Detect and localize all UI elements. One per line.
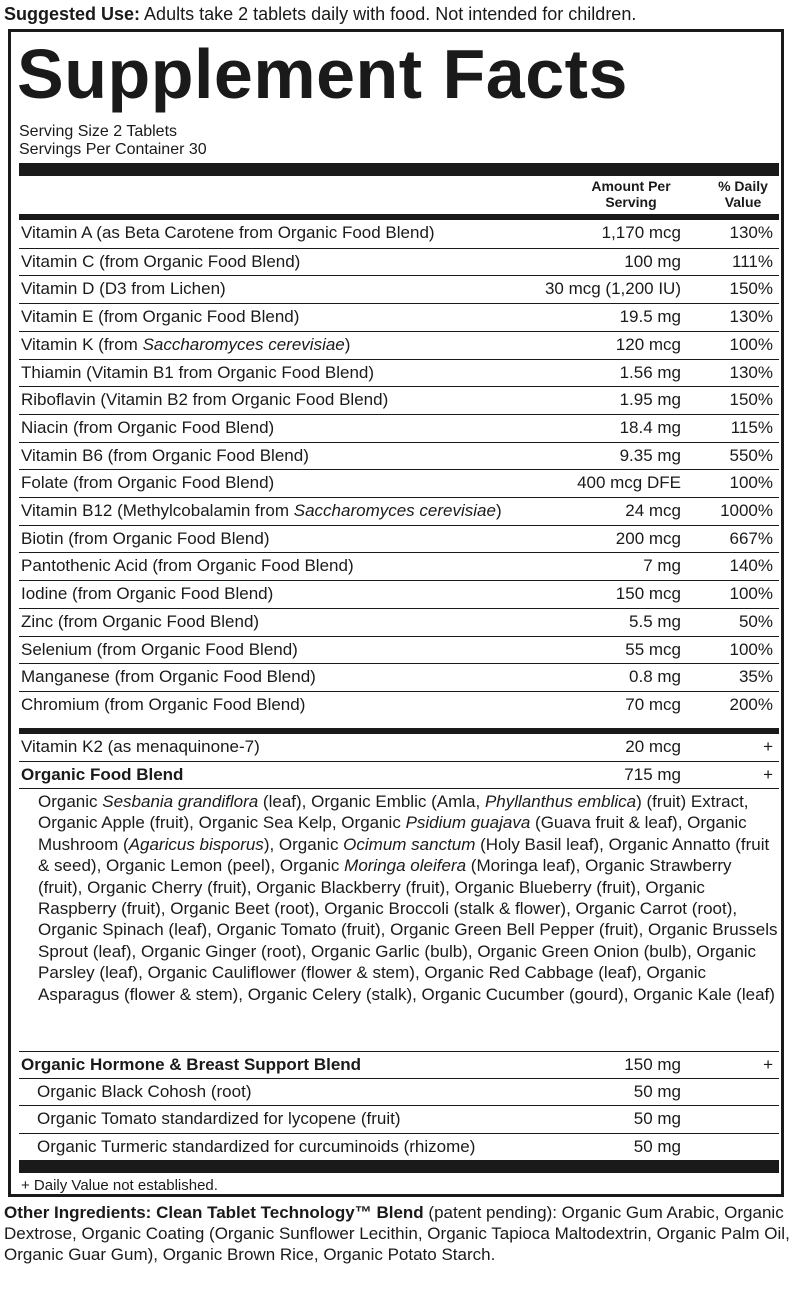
nutrient-amount: 120 mcg bbox=[615, 334, 681, 354]
nutrient-row bbox=[19, 359, 779, 387]
serving-size: Serving Size 2 Tablets bbox=[19, 123, 178, 140]
blend-amount: 150 mg bbox=[624, 1055, 681, 1074]
nutrient-row bbox=[19, 636, 779, 664]
nutrient-row bbox=[19, 414, 779, 442]
nutrient-amount: 100 mg bbox=[624, 251, 681, 271]
servings-per-container: Servings Per Container 30 bbox=[19, 141, 207, 158]
nutrient-row bbox=[19, 469, 779, 497]
ingredient-amount: 50 mg bbox=[633, 1136, 681, 1156]
nutrient-daily-value: 100% bbox=[729, 473, 773, 493]
suggested-use bbox=[4, 3, 796, 25]
nutrient-row bbox=[19, 580, 779, 608]
nutrient-name: Vitamin D (D3 from Lichen) bbox=[21, 279, 226, 299]
nutrient-row bbox=[19, 275, 779, 303]
nutrient-row bbox=[19, 691, 779, 719]
thick-divider-top bbox=[19, 163, 779, 176]
hormone-blend-row bbox=[19, 1051, 779, 1078]
nutrient-amount: 18.4 mg bbox=[619, 417, 681, 437]
nutrient-row bbox=[19, 442, 779, 470]
header-daily-value bbox=[707, 178, 779, 210]
nutrient-name: Thiamin (Vitamin B1 from Organic Food Blend) bbox=[21, 362, 375, 382]
header-dv-line1: % Daily bbox=[718, 178, 768, 194]
ingredient-name: Organic Black Cohosh (root) bbox=[37, 1082, 252, 1101]
other-ingredients-label: Other Ingredients: Clean Tablet Technology™ Blend bbox=[4, 1203, 424, 1222]
nutrient-daily-value: 111% bbox=[732, 251, 773, 271]
nutrient-amount: 200 mcg bbox=[615, 528, 681, 548]
nutrient-daily-value: 150% bbox=[729, 279, 773, 299]
header-amount-per-serving bbox=[579, 178, 683, 210]
blend-amount: 715 mg bbox=[624, 765, 681, 784]
nutrient-daily-value: 130% bbox=[729, 362, 773, 382]
nutrient-name: Vitamin B12 (Methylcobalamin from Saccharomyces cerevisiae) bbox=[21, 501, 502, 520]
nutrient-name: Niacin (from Organic Food Blend) bbox=[21, 417, 275, 437]
ingredient-amount: 50 mg bbox=[633, 1082, 681, 1101]
nutrient-row bbox=[19, 608, 779, 636]
nutrient-daily-value: 550% bbox=[729, 445, 773, 465]
nutrient-daily-value: 130% bbox=[729, 307, 773, 327]
nutrient-row bbox=[19, 552, 779, 580]
food-blend-row bbox=[19, 761, 779, 788]
nutrient-amount: 5.5 mg bbox=[629, 611, 681, 631]
nutrient-name: Riboflavin (Vitamin B2 from Organic Food Blend) bbox=[21, 390, 389, 410]
food-blend-ingredients: Organic Sesbania grandiflora (leaf), Organic Emblic (Amla, Phyllanthus emblica) (fruit) Extract, Organic Apple (fruit), Organic Sea Kelp, Organic Psidium guajava (Guava fruit & leaf), Organic Mushroom (Agaricus bisporus), Organic Ocimum sanctum (Holy Basil leaf), Organic Annatto (fruit & seed), Organic Lemon (peel), Organic Moringa oleifera (Moringa leaf), Organic Strawberry (fruit), Organic Cherry (fruit), Organic Blackberry (fruit), Organic Blueberry (fruit), Organic Raspberry (fruit), Organic Beet (root), Organic Broccoli (stalk & flower), Organic Carrot (root), Organic Spinach (leaf), Organic Tomato (fruit), Organic Green Bell Pepper (fruit), Organic Brussels Sprout (leaf), Organic Ginger (root), Organic Garlic (bulb), Organic Green Onion (bulb), Organic Parsley (leaf), Organic Cauliflower (flower & stem), Organic Red Cabbage (leaf), Organic Asparagus (flower & stem), Organic Celery (stalk), Organic Cucumber (gourd), Organic Kale (leaf) bbox=[38, 792, 778, 1004]
nutrient-name: Zinc (from Organic Food Blend) bbox=[21, 611, 260, 631]
header-amount-line1: Amount Per bbox=[591, 178, 671, 194]
nutrient-daily-value: 100% bbox=[729, 584, 773, 604]
nutrient-daily-value: 130% bbox=[729, 223, 773, 242]
nutrient-amount: 30 mcg (1,200 IU) bbox=[544, 279, 681, 299]
nutrient-name: Iodine (from Organic Food Blend) bbox=[21, 584, 274, 604]
nutrient-name: Vitamin A (as Beta Carotene from Organic Food Blend) bbox=[21, 223, 435, 242]
nutrient-row bbox=[19, 386, 779, 414]
ingredient-name: Organic Turmeric standardized for curcuminoids (rhizome) bbox=[37, 1136, 476, 1156]
nutrient-row bbox=[19, 663, 779, 691]
nutrient-amount: 70 mcg bbox=[625, 694, 681, 714]
header-amount-line2: Serving bbox=[605, 194, 657, 210]
nutrient-name: Manganese (from Organic Food Blend) bbox=[21, 667, 316, 687]
other-ingredients-text: (patent pending): Organic Gum Arabic, Organic Dextrose, Organic Coating (Organic Sunflower Lecithin, Organic Tapioca Maltodextrin, Organic Palm Oil, Organic Guar Gum), Organic Brown Rice, Organic Potato Starch. bbox=[4, 1203, 790, 1264]
nutrient-daily-value: 35% bbox=[738, 667, 773, 687]
nutrient-daily-value: 140% bbox=[729, 556, 773, 576]
nutrient-name: Vitamin E (from Organic Food Blend) bbox=[21, 307, 300, 327]
nutrient-name: Folate (from Organic Food Blend) bbox=[21, 473, 275, 493]
blend-name: Organic Food Blend bbox=[21, 765, 184, 784]
nutrient-row bbox=[19, 220, 779, 248]
thick-divider-bottom bbox=[19, 1160, 779, 1173]
nutrient-amount: 1,170 mcg bbox=[601, 223, 681, 242]
nutrient-amount: 19.5 mg bbox=[619, 307, 681, 327]
ingredient-amount: 50 mg bbox=[633, 1109, 681, 1129]
nutrient-daily-value: 200% bbox=[729, 694, 773, 714]
nutrient-row bbox=[19, 303, 779, 331]
ingredient-name: Organic Tomato standardized for lycopene (fruit) bbox=[37, 1109, 401, 1129]
nutrient-name: Vitamin K (from Saccharomyces cerevisiae) bbox=[21, 334, 351, 354]
nutrient-amount: 7 mg bbox=[643, 556, 681, 576]
nutrient-daily-value: 667% bbox=[729, 528, 773, 548]
nutrient-amount: 20 mcg bbox=[625, 737, 681, 756]
nutrient-name: Biotin (from Organic Food Blend) bbox=[21, 528, 270, 548]
nutrient-row bbox=[19, 497, 779, 525]
header-dv-line2: Value bbox=[724, 194, 762, 210]
hormone-blend-item bbox=[19, 1078, 779, 1105]
hormone-blend-item bbox=[19, 1133, 779, 1160]
nutrient-name: Chromium (from Organic Food Blend) bbox=[21, 694, 306, 714]
nutrient-name: Pantothenic Acid (from Organic Food Blend) bbox=[21, 556, 354, 576]
suggested-use-label: Suggested Use: bbox=[4, 4, 141, 24]
food-blend-divider bbox=[19, 788, 779, 789]
nutrient-amount: 9.35 mg bbox=[619, 445, 681, 465]
nutrient-name: Vitamin B6 (from Organic Food Blend) bbox=[21, 445, 309, 465]
nutrient-amount: 400 mcg DFE bbox=[577, 473, 681, 493]
nutrient-amount: 24 mcg bbox=[625, 501, 681, 520]
vitamin-k2-row bbox=[19, 734, 779, 761]
daily-value-footnote: + Daily Value not established. bbox=[21, 1177, 218, 1194]
blend-daily-value: + bbox=[763, 765, 773, 784]
nutrient-daily-value: 150% bbox=[729, 390, 773, 410]
nutrient-daily-value: 115% bbox=[730, 417, 773, 437]
nutrient-daily-value: 1000% bbox=[720, 501, 773, 520]
nutrient-name: Vitamin K2 (as menaquinone-7) bbox=[21, 737, 260, 756]
nutrient-amount: 1.95 mg bbox=[619, 390, 681, 410]
nutrient-row bbox=[19, 248, 779, 276]
blend-name: Organic Hormone & Breast Support Blend bbox=[21, 1055, 362, 1074]
blend-daily-value: + bbox=[763, 1055, 773, 1074]
panel-title: Supplement Facts bbox=[17, 35, 628, 113]
hormone-blend-item bbox=[19, 1105, 779, 1132]
nutrient-name: Vitamin C (from Organic Food Blend) bbox=[21, 251, 301, 271]
nutrient-daily-value: 50% bbox=[738, 611, 773, 631]
nutrient-row bbox=[19, 331, 779, 359]
nutrient-amount: 55 mcg bbox=[625, 639, 681, 659]
nutrient-daily-value: + bbox=[763, 737, 773, 756]
supplement-facts-panel bbox=[8, 29, 784, 1197]
nutrient-amount: 150 mcg bbox=[615, 584, 681, 604]
nutrient-daily-value: 100% bbox=[729, 639, 773, 659]
suggested-use-text: Adults take 2 tablets daily with food. Not intended for children. bbox=[144, 4, 637, 24]
other-ingredients bbox=[4, 1202, 796, 1265]
nutrient-amount: 0.8 mg bbox=[629, 667, 681, 687]
nutrient-name: Selenium (from Organic Food Blend) bbox=[21, 639, 298, 659]
nutrient-amount: 1.56 mg bbox=[619, 362, 681, 382]
nutrient-daily-value: 100% bbox=[729, 334, 773, 354]
nutrient-row bbox=[19, 525, 779, 553]
